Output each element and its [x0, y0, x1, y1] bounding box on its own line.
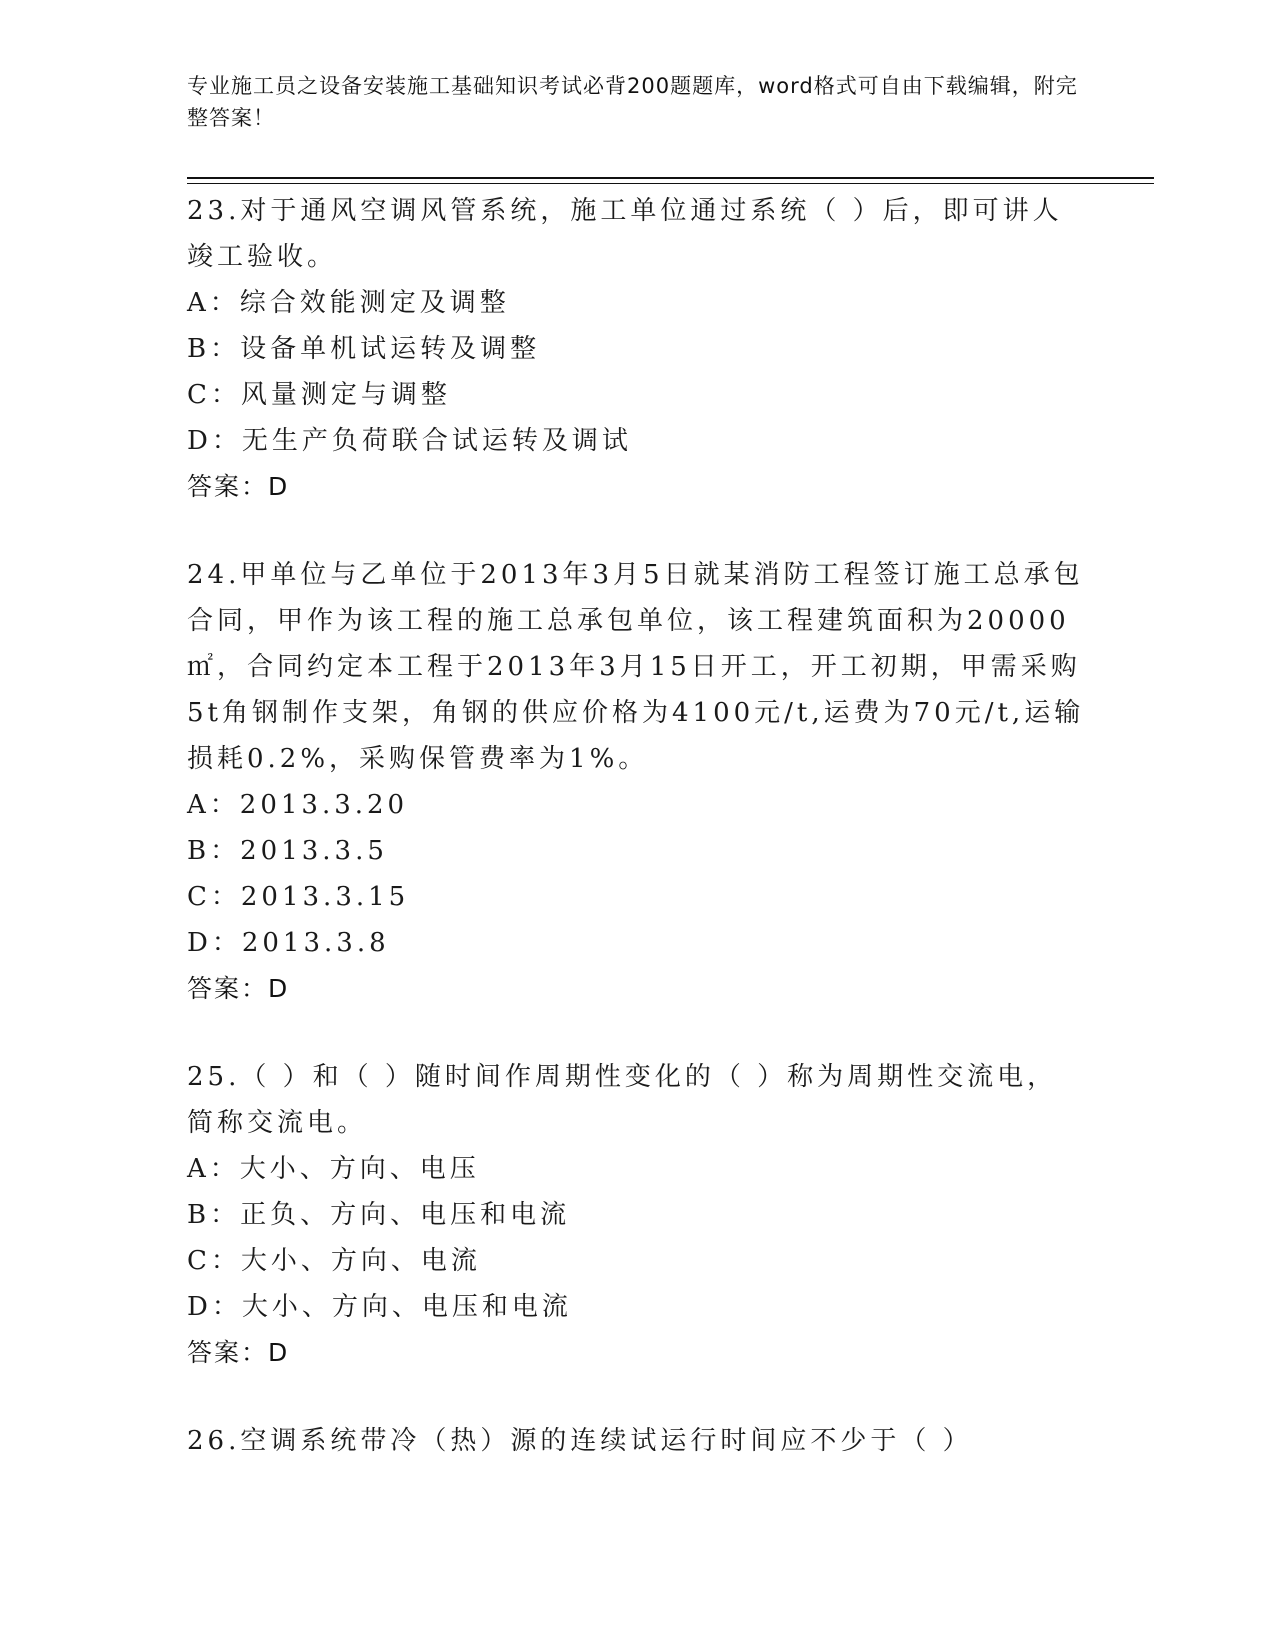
- option-b: B：设备单机试运转及调整: [187, 334, 541, 364]
- answer-line: 答案：D: [187, 472, 290, 501]
- answer-line: 答案：D: [187, 1338, 290, 1367]
- question-25: [187, 1054, 1087, 1376]
- option-b: B：2013.3.5: [187, 836, 388, 866]
- option-b: B：正负、方向、电压和电流: [187, 1200, 571, 1230]
- question-list: [187, 188, 1087, 1506]
- option-d: D：2013.3.8: [187, 928, 390, 958]
- question-23: [187, 188, 1087, 510]
- option-a: A：2013.3.20: [187, 790, 409, 820]
- option-a: A：大小、方向、电压: [187, 1154, 480, 1184]
- question-text: 25.（ ）和（ ）随时间作周期性变化的（ ）称为周期性交流电，简称交流电。: [187, 1062, 1058, 1138]
- question-24: [187, 552, 1087, 1012]
- header-divider-thin: [187, 183, 1154, 184]
- option-c: C：风量测定与调整: [187, 380, 451, 410]
- header-divider-thick: [187, 177, 1154, 179]
- option-d: D：大小、方向、电压和电流: [187, 1292, 572, 1322]
- option-c: C：大小、方向、电流: [187, 1246, 481, 1276]
- question-26: [187, 1418, 1087, 1464]
- question-text: 24.甲单位与乙单位于2013年3月5日就某消防工程签订施工总承包合同，甲作为该工程的施工总承包单位，该工程建筑面积为20000㎡，合同约定本工程于2013年3月15日开工，开工初期，甲需采购5t角钢制作支架，角钢的供应价格为4100元/t,运费为70元/t,运输损耗0.2%，采购保管费率为1%。: [187, 560, 1085, 774]
- document-header: 专业施工员之设备安装施工基础知识考试必背200题题库，word格式可自由下载编辑，附完整答案！: [187, 74, 1078, 130]
- option-c: C：2013.3.15: [187, 882, 410, 912]
- answer-line: 答案：D: [187, 974, 290, 1003]
- question-text: 26.空调系统带冷（热）源的连续试运行时间应不少于（ ）: [187, 1426, 973, 1456]
- option-d: D：无生产负荷联合试运转及调试: [187, 426, 632, 456]
- option-a: A：综合效能测定及调整: [187, 288, 510, 318]
- question-text: 23.对于通风空调风管系统，施工单位通过系统（ ）后，即可讲人竣工验收。: [187, 196, 1063, 272]
